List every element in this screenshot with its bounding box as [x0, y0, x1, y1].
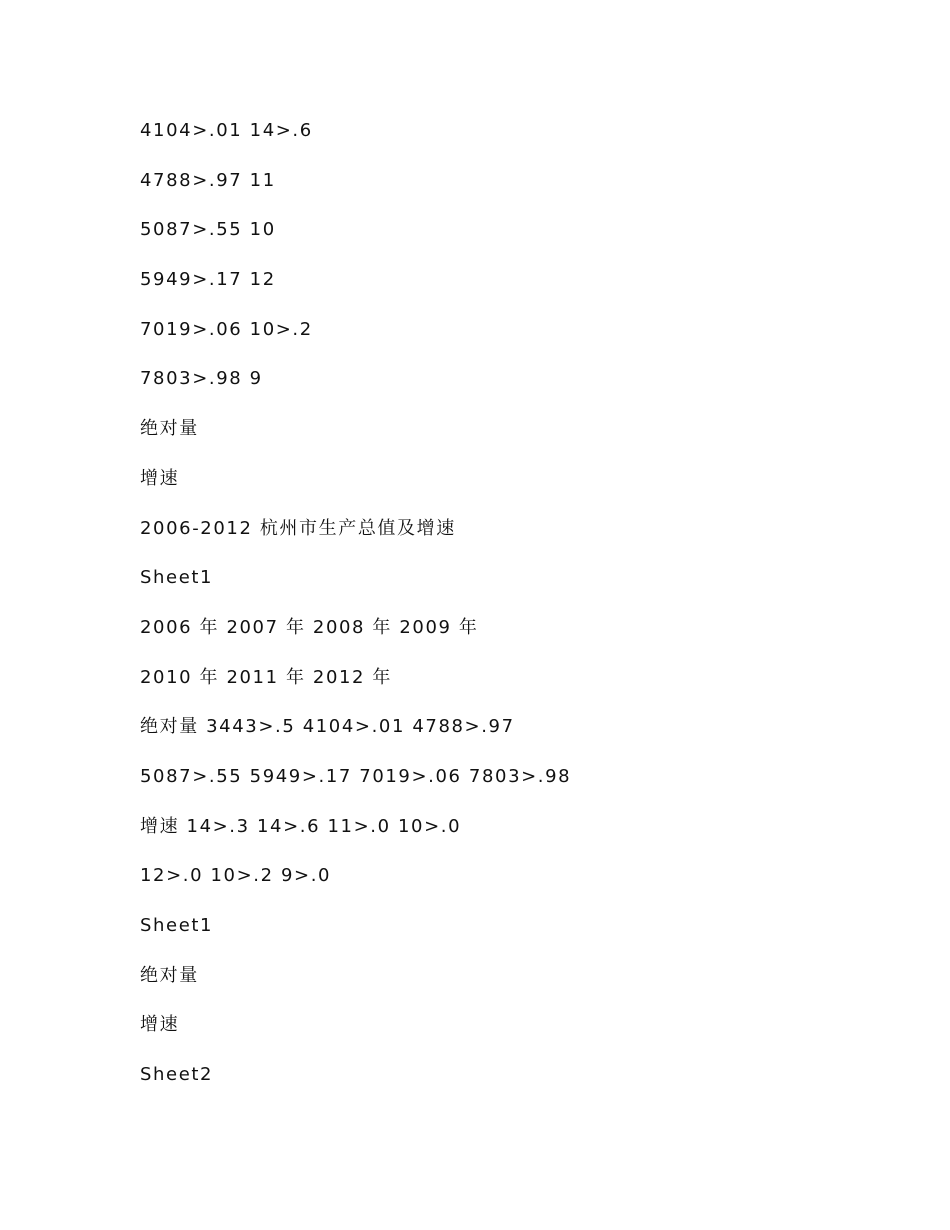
sheet-label: Sheet1	[140, 567, 214, 589]
text-line: 2010 年 2011 年 2012 年	[140, 666, 393, 688]
text-line: 绝对量	[140, 964, 199, 986]
sheet-label: Sheet1	[140, 915, 214, 936]
text-line: 12>.0 10>.2 9>.0	[140, 865, 332, 887]
chart-title-line: 2006-2012 杭州市生产总值及增速	[140, 517, 456, 539]
text-line: 绝对量	[140, 418, 199, 440]
text-line: 增速	[140, 467, 180, 489]
text-line: 增速 14>.3 14>.6 11>.0 10>.0	[140, 815, 462, 837]
text-line: 5087>.55 10	[140, 219, 276, 241]
sheet-label: Sheet2	[140, 1064, 214, 1086]
text-line: 7019>.06 10>.2	[140, 318, 313, 340]
text-line: 绝对量 3443>.5 4104>.01 4788>.97	[140, 716, 515, 738]
text-line: 增速	[140, 1014, 180, 1036]
text-line: 5949>.17 12	[140, 269, 276, 291]
text-line: 2006 年 2007 年 2008 年 2009 年	[140, 616, 479, 638]
text-line: 4104>.01 14>.6	[140, 120, 313, 141]
text-line: 5087>.55 5949>.17 7019>.06 7803>.98	[140, 765, 572, 787]
text-line: 4788>.97 11	[140, 169, 276, 191]
text-line: 7803>.98 9	[140, 368, 263, 390]
document-text-lines	[140, 117, 900, 1111]
